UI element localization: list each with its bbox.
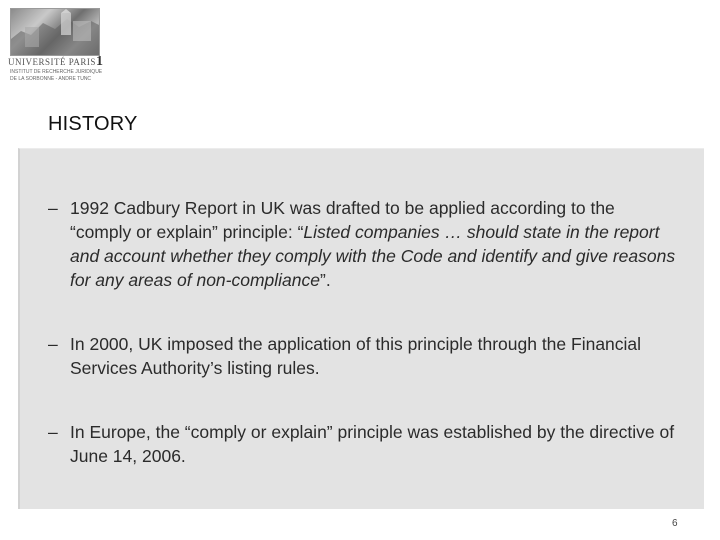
bullet-item-3	[48, 420, 678, 468]
bullet-text-end: ”.	[320, 270, 331, 290]
university-name-text: UNIVERSITÉ PARIS	[8, 57, 96, 67]
bullet-text-plain: 1992 Cadbury Report in UK was drafted to be applied according to the “comply or explain” principle: “	[70, 198, 615, 242]
bullet-dash: –	[48, 334, 58, 354]
building-photo	[10, 8, 100, 56]
bullet-text: In 2000, UK imposed the application of this principle through the Financial Services Authority’s listing rules.	[70, 334, 642, 378]
logo-subtitle-line2: DE LA SORBONNE - ANDRÉ TUNC	[10, 76, 92, 82]
page-number: 6	[672, 518, 678, 529]
university-logo	[6, 6, 118, 82]
bullet-text	[70, 196, 678, 292]
university-number: 1	[95, 54, 104, 68]
bullet-quote-italic: Listed companies … should state in the report and account whether they comply with the Code and identify and give reasons for any areas of non-compliance	[70, 222, 676, 290]
bullet-text: In Europe, the “comply or explain” principle was established by the directive of June 14, 2006.	[70, 422, 675, 466]
bullet-item-1	[48, 196, 678, 292]
logo-subtitle-line1: INSTITUT DE RECHERCHE JURIDIQUE	[10, 69, 103, 75]
bullet-dash: –	[48, 198, 58, 218]
bullet-item-2	[48, 332, 678, 380]
slide-title: HISTORY	[48, 113, 138, 135]
university-name	[8, 54, 108, 68]
bullet-dash: –	[48, 422, 58, 442]
